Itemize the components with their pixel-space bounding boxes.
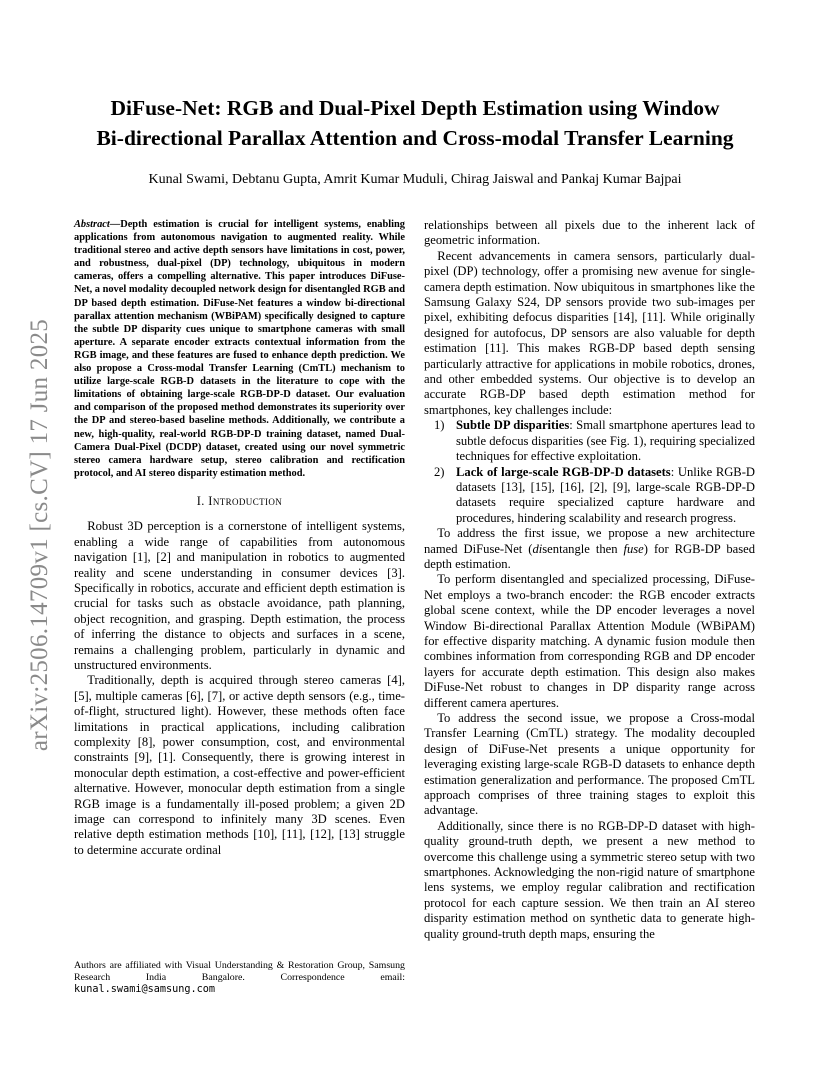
right-paragraph-encoder: To perform disentangled and specialized processing, DiFuse-Net employs a two-branch encoder: the RGB encoder extracts global scene context, while the DP encoder leverages a novel Window Bi-directional Parallax Attention Module (WBiPAM) for effective disparity matching. A dynamic fusion module then combines information from corresponding RGB and DP encoder layers for accurate depth estimation. This design also makes DiFuse-Net robust to changes in DP disparity range across different camera apertures.: [424, 572, 755, 710]
challenge-text: : Small smartphone apertures lead to subtle defocus disparities (see Fig. 1), requiring specialized techniques for effective exploitation.: [456, 418, 756, 464]
abstract-text: Depth estimation is crucial for intelligent systems, enabling applications from autonomous navigation to augmented reality. While traditional stereo and active depth sensors have limitations in cost, power, and robustness, dual-pixel (DP) technology, ubiquitous in modern cameras, offers a compelling alternative. This paper introduces DiFuse-Net, a novel modality decoupled network design for disentangled RGB and DP based depth estimation. DiFuse-Net features a window bi-directional parallax attention mechanism (WBiPAM) specifically designed to capture the subtle DP disparity cues unique to smartphone cameras with small aperture. A separate encoder extracts contextual information from the RGB image, and these features are fused to enhance depth prediction. We also propose a Cross-modal Transfer Learning (CmTL) mechanism to utilize large-scale RGB-D datasets in the literature to cope with the limitations of obtaining large-scale RGB-DP-D dataset. Our evaluation and comparison of the proposed method demonstrates its superiority over the DP and stereo-based baseline methods. Additionally, we contribute a new, high-quality, real-world RGB-DP-D training dataset, named Dual-Camera Dual-Pixel (DCDP) dataset, created using our novel symmetric stereo camera hardware setup, stereo calibration and rectification protocol, and AI stereo disparity estimation method.: [74, 219, 405, 479]
right-column: [424, 218, 755, 942]
challenge-text: : Unlike RGB-D datasets [13], [15], [16], [2], [9], large-scale RGB-DP-D datasets require specialized capture hardware and procedures, hindering scalability and research progress.: [456, 464, 756, 525]
challenge-item-2: [424, 465, 755, 527]
paper-title-line-2: Bi-directional Parallax Attention and Cross-modal Transfer Learning: [96, 126, 734, 150]
intro-paragraph-2: Traditionally, depth is acquired through stereo cameras [4], [5], multiple cameras [6], [7], or active depth sensors (e.g., time-of-flight, structured light). However, these methods often face limitations in practical applications, including calibration complexity [8], power consumption, cost, and environmental constraints [9], [1]. Consequently, there is growing interest in monocular depth estimation, a cost-effective and power-efficient alternative. However, monocular depth estimation from a single RGB image is a fundamentally ill-posed problem; a given 2D image can correspond to infinitely many 3D scenes. Even relative depth estimation methods [10], [11], [12], [13] struggle to determine accurate ordinal: [74, 673, 405, 857]
emphasis-di: di: [532, 541, 543, 556]
affiliation-footnote: [74, 960, 405, 997]
paper-title-line-1: DiFuse-Net: RGB and Dual-Pixel Depth Estimation using Window: [110, 96, 720, 120]
text-run: sentangle then: [542, 541, 624, 556]
footnote-text: Authors are affiliated with Visual Understanding & Restoration Group, Samsung Research India Bangalore. Correspondence email:: [74, 960, 405, 984]
intro-paragraph-1: Robust 3D perception is a cornerstone of intelligent systems, enabling a wide range of capabilities from autonomous navigation [1], [2] and manipulation in robotics to augmented reality and scene understanding in consumer devices [3]. Specifically in robotics, accurate and efficient depth estimation is crucial for tasks such as obstacle avoidance, path planning, object recognition, and grasping. Depth estimation, the process of inferring the distance to objects and surfaces in a scene, remains a challenging problem, particularly in dynamic and unstructured environments.: [74, 519, 405, 672]
right-paragraph-dataset: Additionally, since there is no RGB-DP-D dataset with high-quality ground-truth depth, we present a new method to overcome this challenge using a symmetric stereo setup with two smartphones. Acknowledging the non-rigid nature of smartphone lens systems, we employ regular calibration and rectification protocol for each capture session. We then train an AI stereo disparity estimation method on synthetic data to generate high-quality ground-truth depth maps, ensuring the: [424, 818, 755, 941]
emphasis-fuse: fuse: [623, 541, 644, 556]
author-list: Kunal Swami, Debtanu Gupta, Amrit Kumar Muduli, Chirag Jaiswal and Pankaj Kumar Bajpai: [148, 172, 682, 187]
right-paragraph-cmtl: To address the second issue, we propose a Cross-modal Transfer Learning (CmTL) strategy. The modality decoupled design of DiFuse-Net presents a unique opportunity for leveraging existing large-scale RGB-D datasets to enhance depth estimation generalization and performance. The proposed CmTL approach comprises of three training stages to exploit this advantage.: [424, 711, 755, 818]
challenge-number: 2): [434, 464, 445, 479]
right-paragraph-difuse-net: [424, 526, 755, 572]
abstract-label: Abstract: [74, 219, 110, 230]
challenge-number: 1): [434, 418, 445, 433]
text-run: ) for RGB-DP based depth estimation.: [424, 541, 755, 571]
left-column: [74, 218, 405, 858]
text-run: To address the first issue, we propose a new architecture named DiFuse-Net (: [424, 526, 755, 556]
abstract-dash: —: [109, 219, 121, 230]
challenge-item-1: [424, 418, 755, 464]
paper-title: [70, 93, 760, 153]
challenge-label: Lack of large-scale RGB-DP-D datasets: [456, 464, 671, 479]
abstract: [74, 218, 405, 480]
section-heading-introduction: I. Introduction: [196, 493, 283, 508]
challenge-list: [424, 418, 755, 526]
right-paragraph-continuation: relationships between all pixels due to the inherent lack of geometric information.: [424, 218, 755, 248]
challenge-label: Subtle DP disparities: [456, 418, 570, 433]
right-paragraph-dual-pixel: Recent advancements in camera sensors, particularly dual-pixel (DP) technology, offer a promising new avenue for single-camera depth estimation. Now ubiquitous in smartphones like the Samsung Galaxy S24, DP sensors provide two sub-images per pixel, exhibiting defocus disparities [14], [11]. While originally designed for autofocus, DP sensors are also valuable for depth estimation [11]. This makes RGB-DP based depth sensing particularly attractive for applications in mobile robotics, drones, and other embedded systems. Our objective is to develop an accurate RGB-DP based depth estimation method for smartphones, key challenges include:: [424, 248, 755, 417]
arxiv-identifier-text: arXiv:2506.14709v1 [cs.CV] 17 Jun 2025: [26, 318, 54, 752]
correspondence-email[interactable]: kunal.swami@samsung.com: [74, 984, 216, 996]
arxiv-identifier-stamp: [18, 300, 62, 770]
